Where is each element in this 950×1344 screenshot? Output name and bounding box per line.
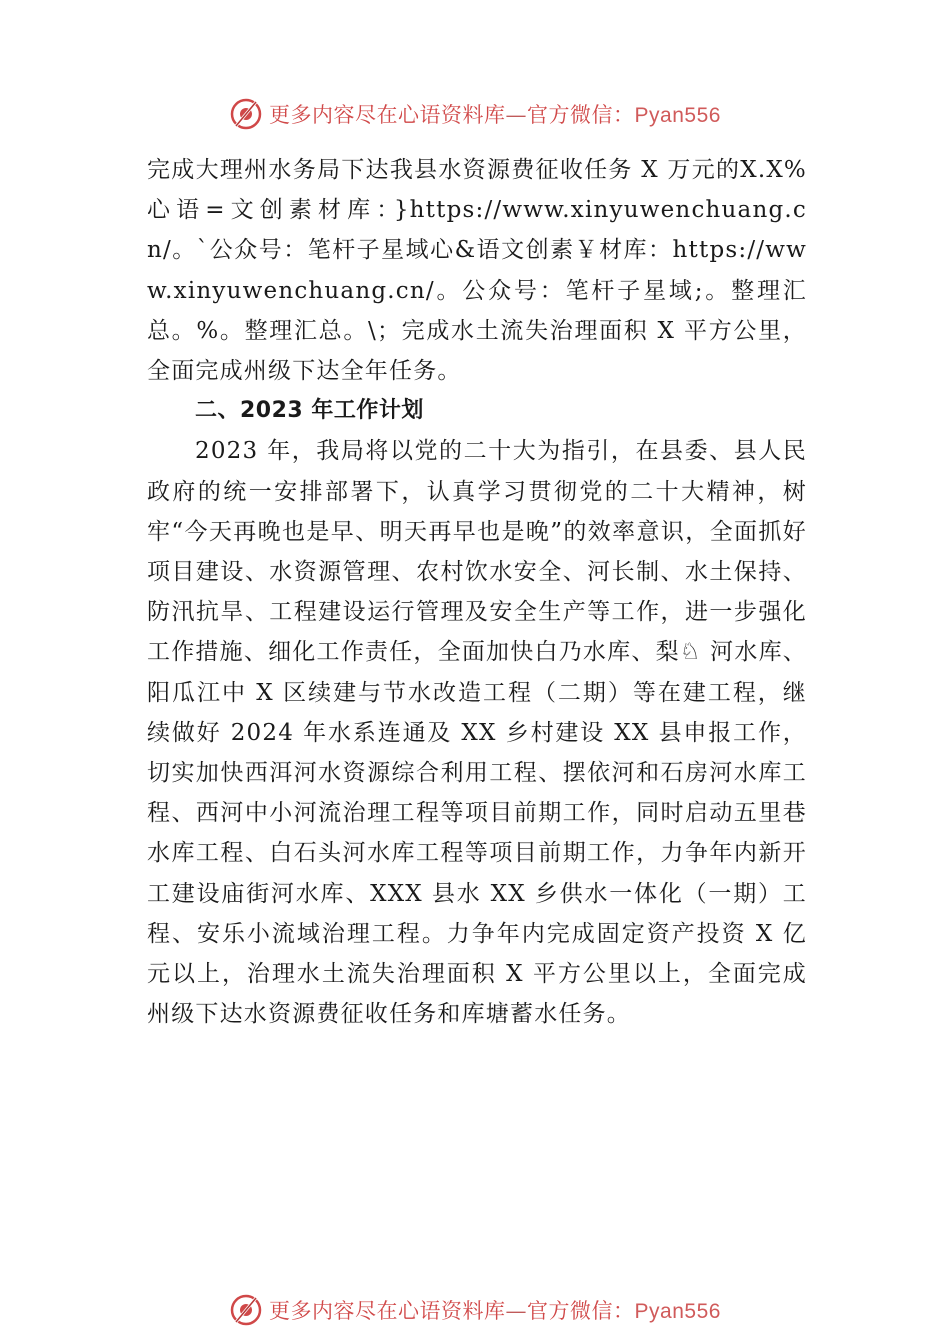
footer-banner-text	[269, 1295, 721, 1325]
footer-contact: Pyan556	[634, 1300, 721, 1323]
document-body	[147, 150, 807, 1034]
header-contact: Pyan556	[634, 104, 721, 127]
header-label: 官方微信：	[527, 103, 635, 127]
paragraph-summary: 完成大理州水务局下达我县水资源费征收任务 X 万元的X.X%心语=文创素材库：}https://www.xinyuwenchuang.cn/。`公众号：笔杆子星域心&语文创素￥材库：https://www.xinyuwenchuang.cn/。公众号：笔杆子星域;。整理汇总。%。整理汇总。\；完成水土流失治理面积 X 平方公里，全面完成州级下达全年任务。	[147, 157, 807, 385]
header-separator: —	[505, 103, 528, 127]
footer-slogan: 更多内容尽在心语资料库	[269, 1299, 506, 1323]
header-banner	[0, 94, 950, 134]
footer-separator: —	[505, 1299, 528, 1323]
quill-logo-icon	[229, 97, 263, 131]
header-banner-text	[269, 99, 721, 129]
quill-logo-icon	[229, 1293, 263, 1327]
footer-banner	[0, 1290, 950, 1330]
paragraph-work-plan: 2023 年，我局将以党的二十大为指引，在县委、县人民政府的统一安排部署下，认真学习贯彻党的二十大精神，树牢“今天再晚也是早、明天再早也是晚”的效率意识，全面抓好项目建设、水资源管理、农村饮水安全、河长制、水土保持、防汛抗旱、工程建设运行管理及安全生产等工作，进一步强化工作措施、细化工作责任，全面加快白乃水库、梨♘ 河水库、阳瓜江中 X 区续建与节水改造工程（二期）等在建工程，继续做好 2024 年水系连通及 XX 乡村建设 XX 县申报工作，切实加快西洱河水资源综合利用工程、摆依河和石房河水库工程、西河中小河流治理工程等项目前期工作，同时启动五里巷水库工程、白石头河水库工程等项目前期工作，力争年内新开工建设庙街河水库、XXX 县水 XX 乡供水一体化（一期）工程、安乐小流域治理工程。力争年内完成固定资产投资 X 亿元以上，治理水土流失治理面积 X 平方公里以上，全面完成州级下达水资源费征收任务和库塘蓄水任务。	[147, 438, 807, 1028]
footer-label: 官方微信：	[527, 1299, 635, 1323]
section-heading: 二、2023 年工作计划	[195, 398, 424, 424]
header-slogan: 更多内容尽在心语资料库	[269, 103, 506, 127]
